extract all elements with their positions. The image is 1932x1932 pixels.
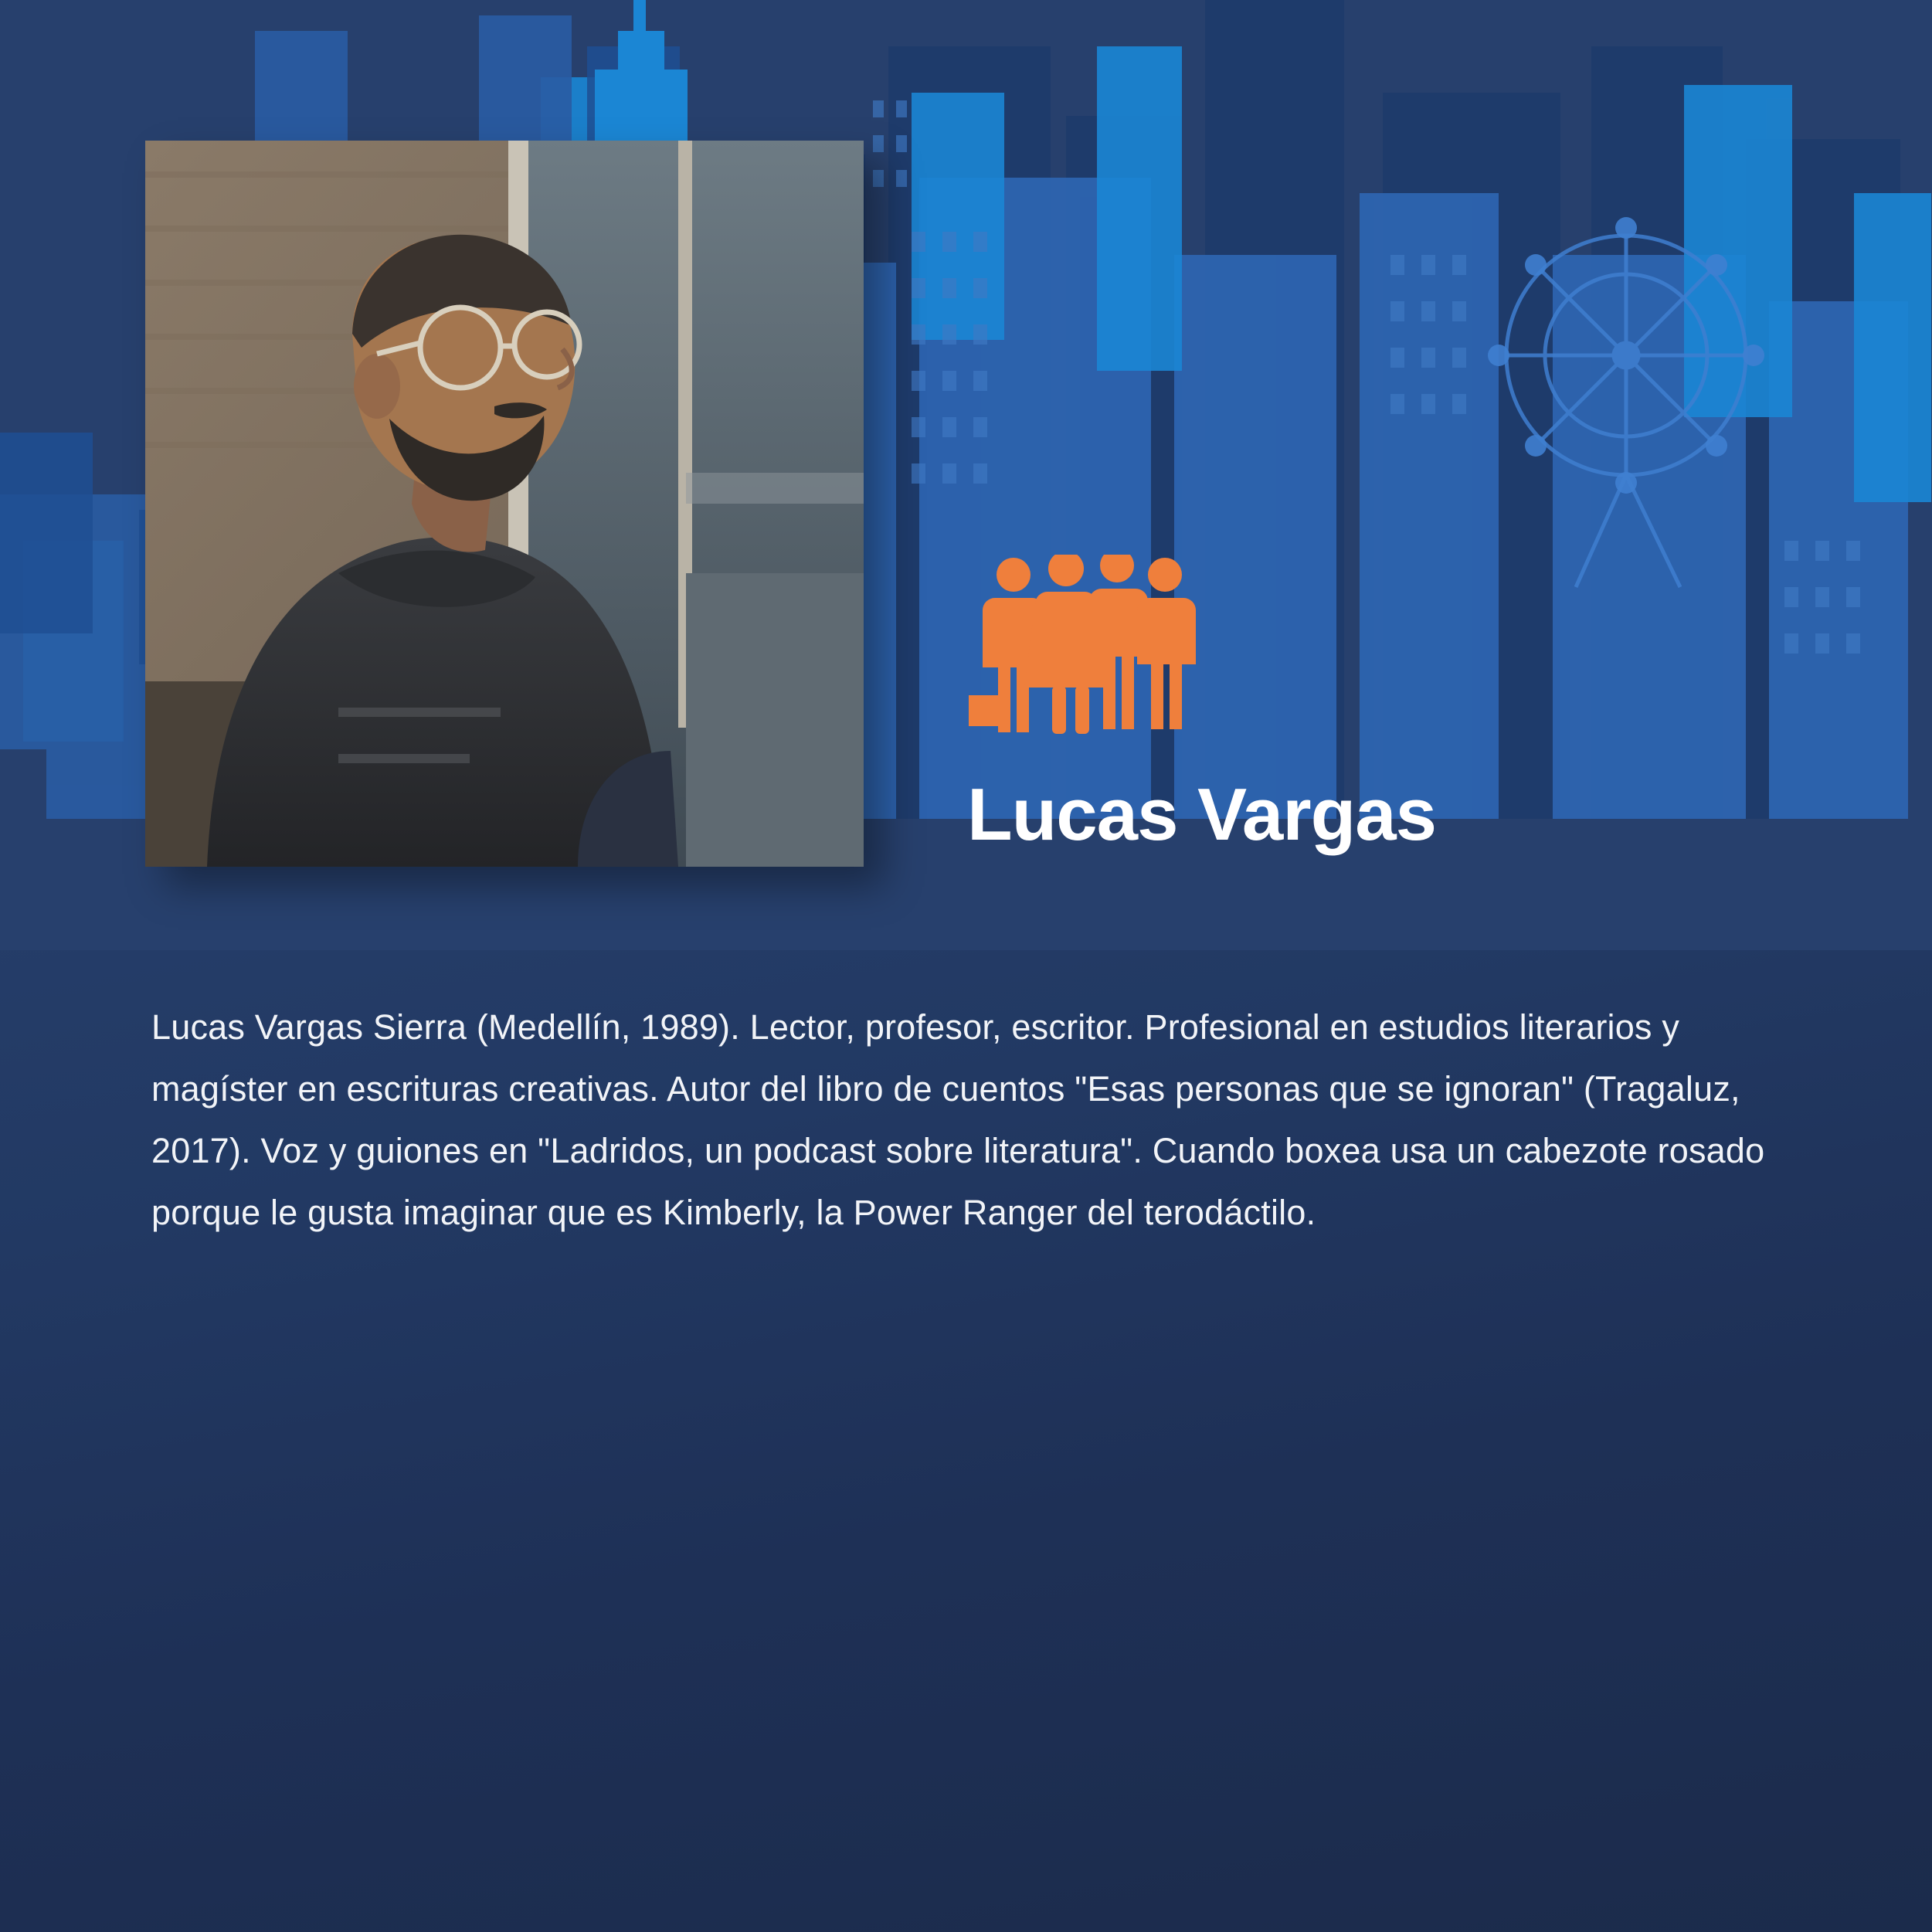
biography-text: Lucas Vargas Sierra (Medellín, 1989). Lector, profesor, escritor. Profesional en estudios literarios y magíster en escrituras creativas. Autor del libro de cuentos "Esas personas que se ignoran" (Tragaluz, 2017). Voz y guiones en "Ladridos, un podcast sobre literatura". Cuando boxea usa un cabezote rosado porque le gusta imaginar que es Kimberly, la Power Ranger del terodáctilo.	[151, 1007, 1765, 1233]
people-group-icon	[966, 555, 1228, 755]
profile-photo-image	[145, 141, 864, 867]
profile-photo	[145, 141, 864, 867]
page-title: Lucas Vargas	[967, 773, 1437, 856]
